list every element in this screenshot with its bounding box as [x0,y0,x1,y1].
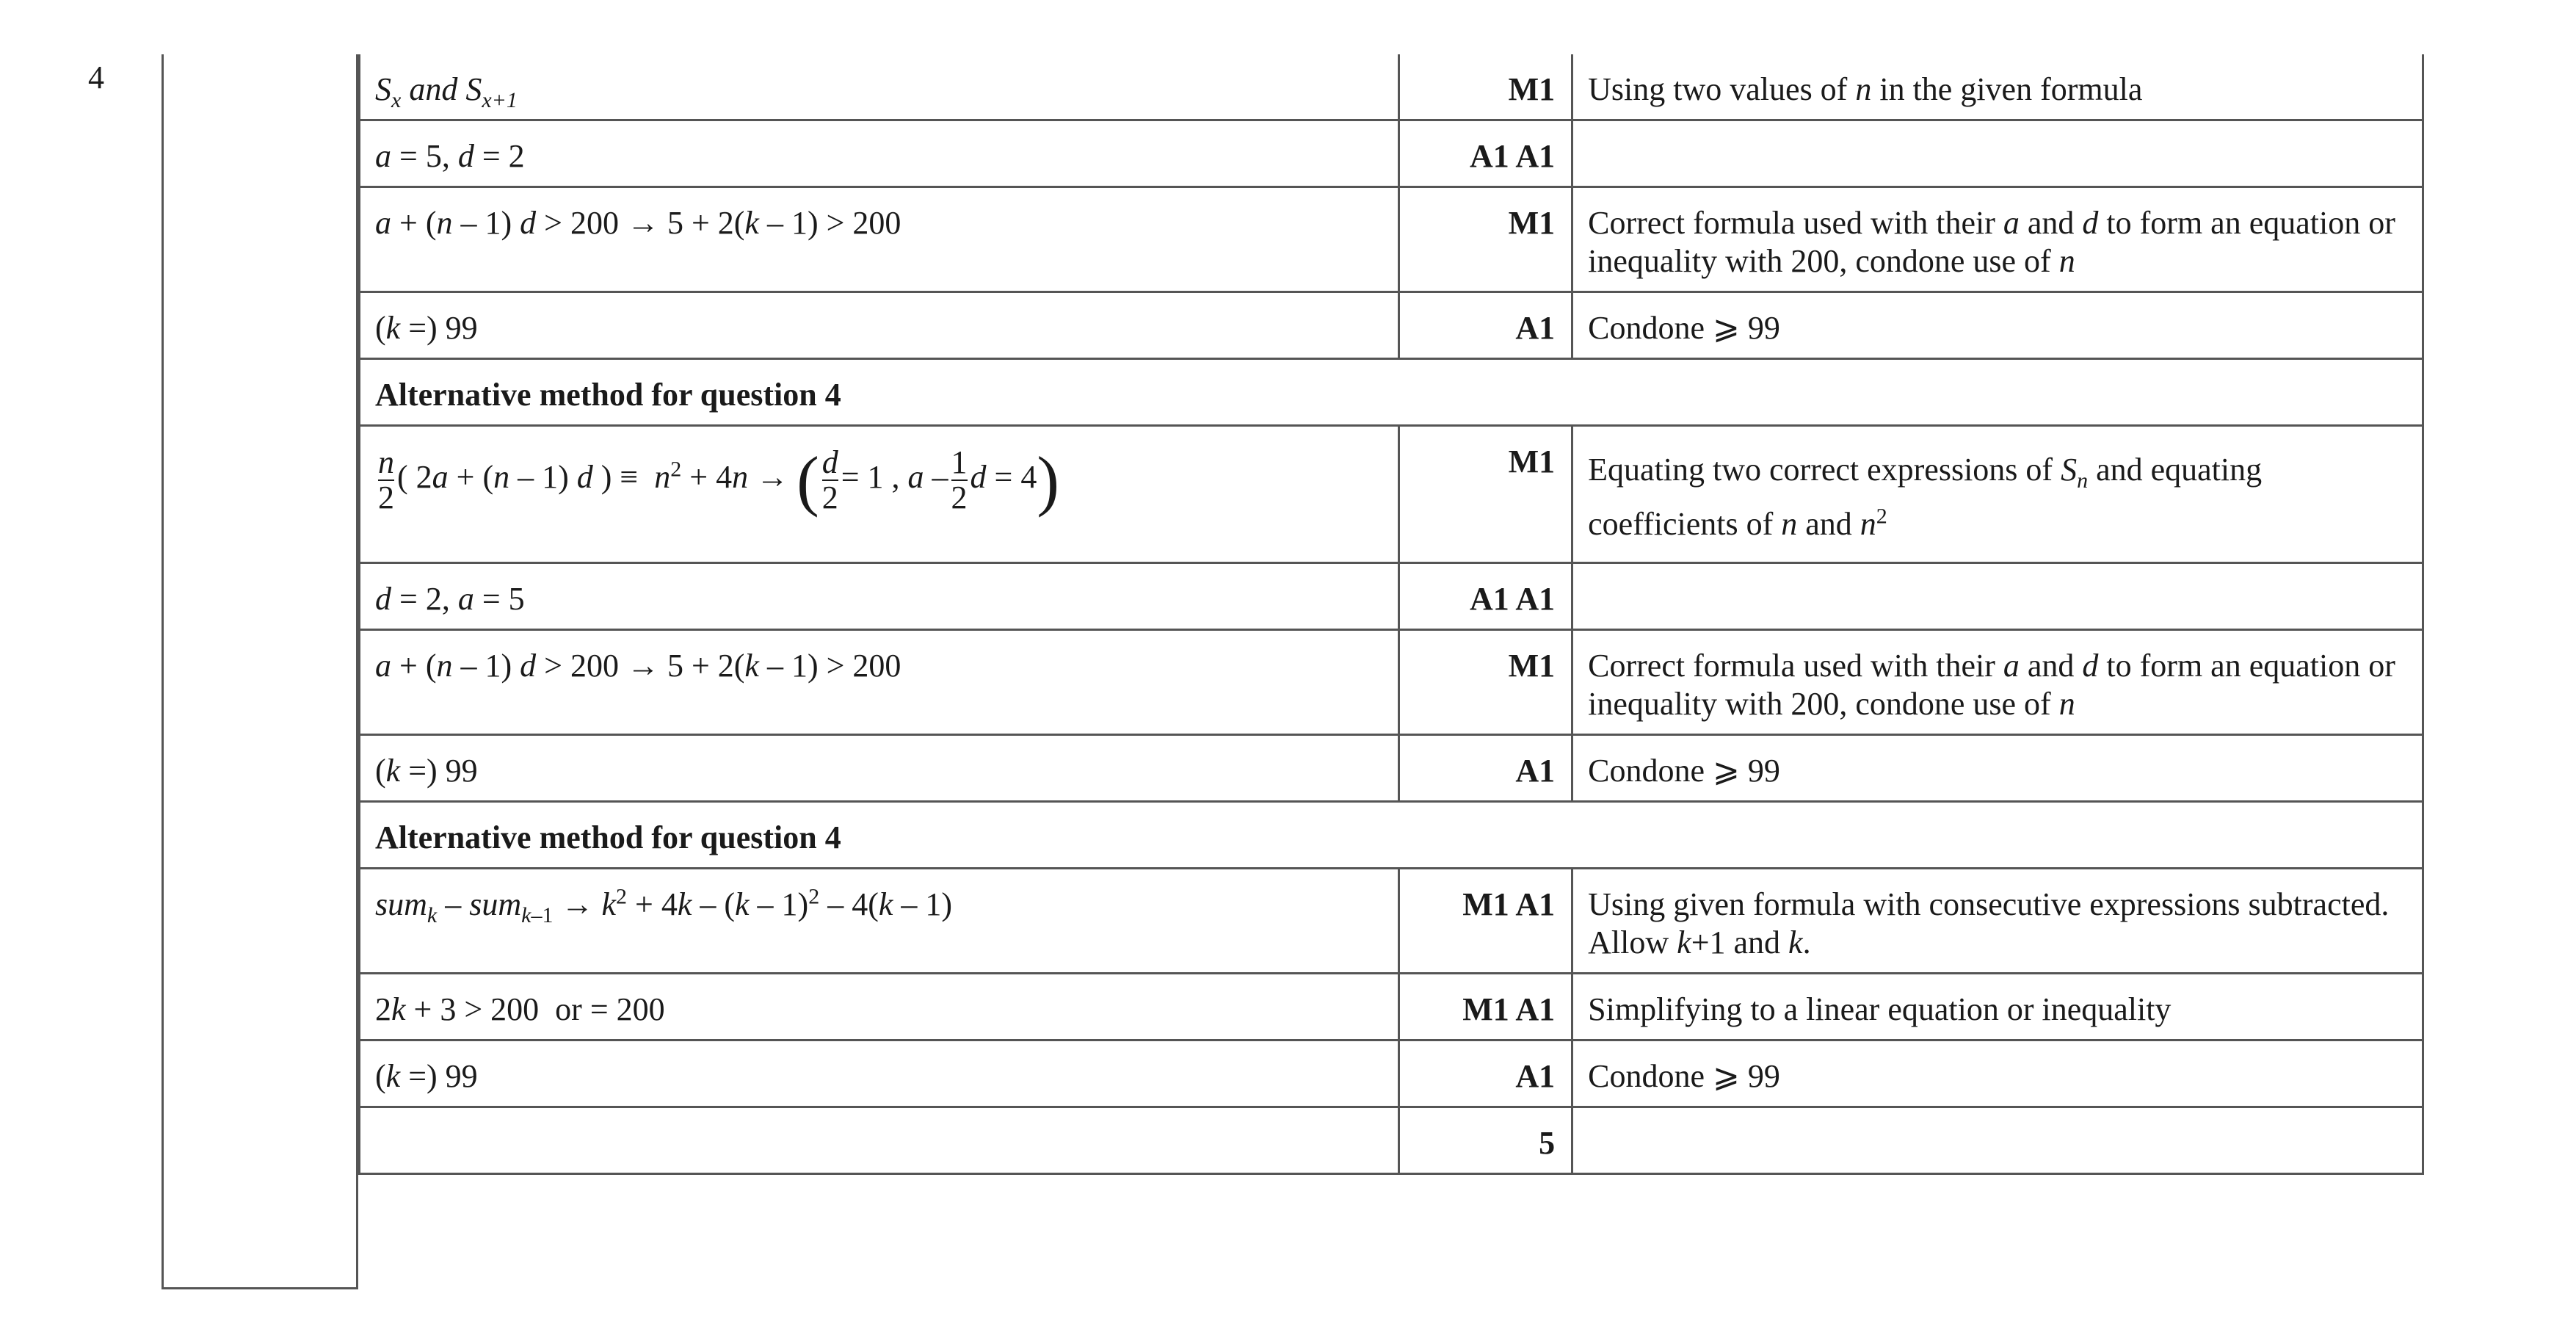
alternative-method-heading: Alternative method for question 4 [360,802,2423,869]
answer-cell: $sum_k - sum_{k-1} \to k^2 + 4k - (k - 1)^2 - 4(k - 1)$ [360,869,1399,974]
table-row [360,630,2423,735]
alternative-method-heading: Alternative method for question 4 [360,359,2423,426]
guidance-cell: Using given formula with consecutive expressions subtracted. Allow k+1 and k. [1572,869,2423,974]
guidance-cell: Condone ⩾ 99 [1572,1040,2423,1107]
answer-cell: a + (n – 1) d > 200 → 5 + 2(k – 1) > 200 [360,187,1399,292]
table-row [360,359,2423,426]
table-row [360,563,2423,630]
table-row [360,292,2423,359]
table-row [360,974,2423,1040]
table-row [360,426,2423,563]
guidance-cell: Condone ⩾ 99 [1572,292,2423,359]
guidance-cell [1572,1107,2423,1174]
marks-cell: M1 [1399,426,1572,563]
table-row [360,187,2423,292]
total-marks-cell: 5 [1399,1107,1572,1174]
mark-scheme-table [358,54,2424,1175]
answer-cell: $S_x$ and $S_{x+1}$ [360,54,1399,120]
marks-cell: A1 [1399,735,1572,802]
guidance-cell: Correct formula used with their a and d to form an equation or inequality with 200, condone use of n [1572,630,2423,735]
marks-cell: M1 [1399,54,1572,120]
marks-cell: A1 A1 [1399,120,1572,187]
guidance-cell: Simplifying to a linear equation or inequality [1572,974,2423,1040]
guidance-cell [1572,563,2423,630]
table-row [360,1107,2423,1174]
answer-cell: a = 5, d = 2 [360,120,1399,187]
table-row [360,735,2423,802]
marks-cell: A1 [1399,292,1572,359]
table-row [360,802,2423,869]
answer-cell: d = 2, a = 5 [360,563,1399,630]
answer-cell: (k =) 99 [360,292,1399,359]
marks-cell: M1 [1399,187,1572,292]
table-row [360,54,2423,120]
marks-cell: M1 [1399,630,1572,735]
question-column [162,54,358,1289]
marks-cell: A1 [1399,1040,1572,1107]
question-number: 4 [88,59,104,95]
guidance-cell [1572,120,2423,187]
answer-cell: a + (n – 1) d > 200 → 5 + 2(k – 1) > 200 [360,630,1399,735]
table-row [360,869,2423,974]
answer-cell: $\frac{n}{2}$ ( 2a + (n – 1) d ) ≡ $n^2 + 4n$ → ( $\frac{d}{2}$ = 1 , a – $\frac{1}{2}$ d = 4) [360,426,1399,563]
guidance-cell: Condone ⩾ 99 [1572,735,2423,802]
marks-cell: M1 A1 [1399,974,1572,1040]
guidance-cell: Using two values of n in the given formula [1572,54,2423,120]
answer-cell: 2k + 3 > 200 or = 200 [360,974,1399,1040]
guidance-cell: Correct formula used with their a and d to form an equation or inequality with 200, condone use of n [1572,187,2423,292]
answer-cell: (k =) 99 [360,735,1399,802]
marks-cell: A1 A1 [1399,563,1572,630]
marks-cell: M1 A1 [1399,869,1572,974]
table-row [360,1040,2423,1107]
answer-cell: (k =) 99 [360,1040,1399,1107]
guidance-cell: Equating two correct expressions of $S_n$ and equating coefficients of n and $n^2$ [1572,426,2423,563]
table-row [360,120,2423,187]
answer-cell [360,1107,1399,1174]
